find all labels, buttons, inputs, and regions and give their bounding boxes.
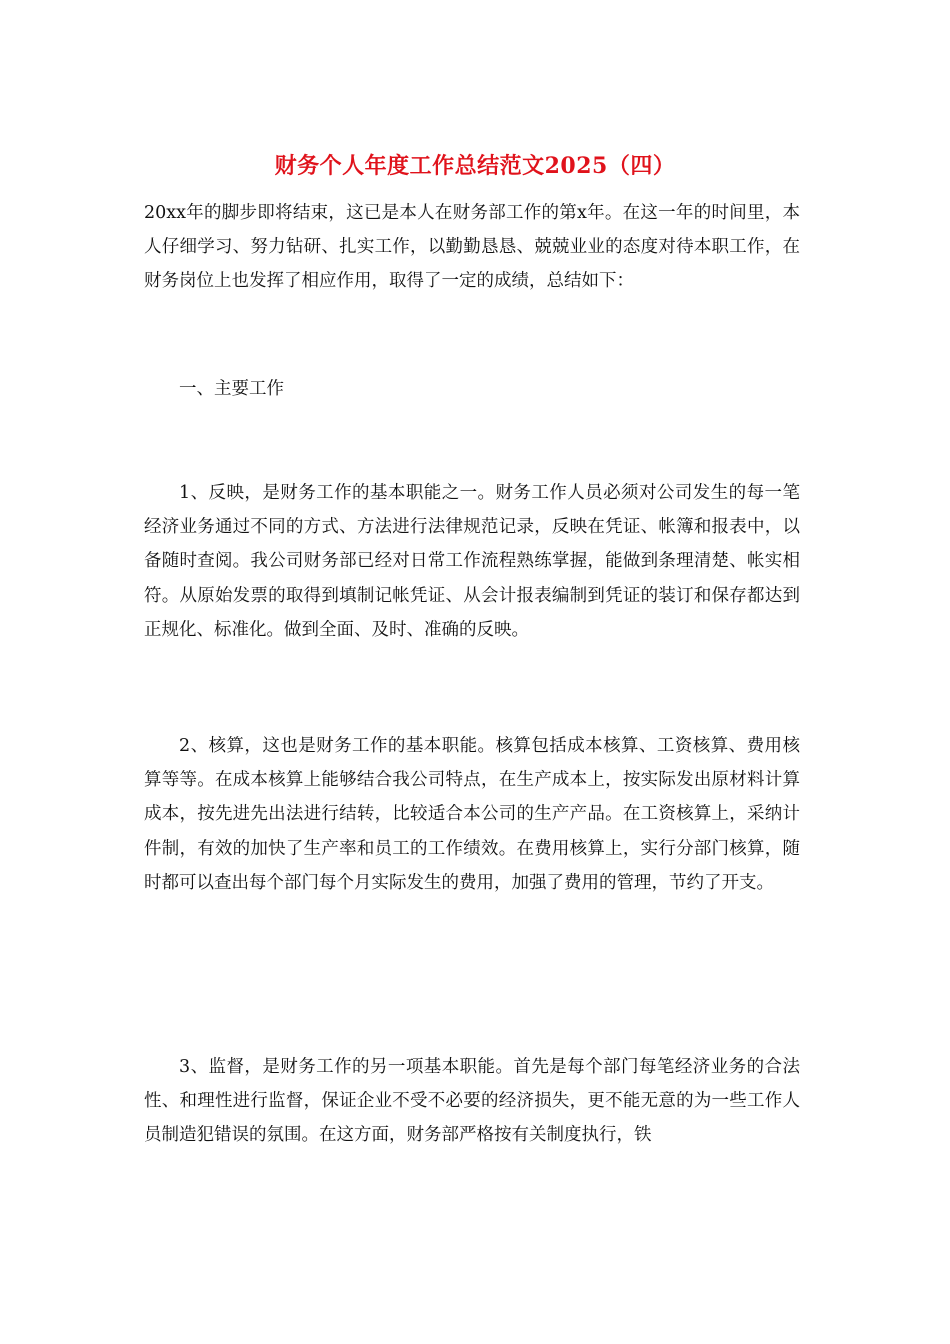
- intro-paragraph: 20xx年的脚步即将结束，这已是本人在财务部工作的第x年。在这一年的时间里，本人仔细学习、努力钻研、扎实工作，以勤勤恳恳、兢兢业业的态度对待本职工作，在财务岗位上也发挥了相应作用，取得了一定的成绩，总结如下：: [144, 203, 800, 292]
- paragraph-item-1: 1、反映，是财务工作的基本职能之一。财务工作人员必须对公司发生的每一笔经济业务通过不同的方式、方法进行法律规范记录，反映在凭证、帐簿和报表中，以备随时查阅。我公司财务部已经对日常工作流程熟练掌握，能做到条理清楚、帐实相符。从原始发票的取得到填制记帐凭证、从会计报表编制到凭证的装订和保存都达到正规化、标准化。做到全面、及时、准确的反映。: [144, 483, 800, 640]
- section-heading: 一、主要工作: [179, 379, 284, 399]
- document-title: 财务个人年度工作总结范文2025（四）: [274, 153, 676, 179]
- paragraph-item-3: 3、监督，是财务工作的另一项基本职能。首先是每个部门每笔经济业务的合法性、和理性进行监督，保证企业不受不必要的经济损失，更不能无意的为一些工作人员制造犯错误的氛围。在这方面，财务部严格按有关制度执行，铁: [144, 1057, 800, 1146]
- paragraph-item-2: 2、核算，这也是财务工作的基本职能。核算包括成本核算、工资核算、费用核算等等。在成本核算上能够结合我公司特点，在生产成本上，按实际发出原材料计算成本，按先进先出法进行结转，比较适合本公司的生产产品。在工资核算上，采纳计件制，有效的加快了生产率和员工的工作绩效。在费用核算上，实行分部门核算，随时都可以查出每个部门每个月实际发生的费用，加强了费用的管理，节约了开支。: [144, 736, 800, 893]
